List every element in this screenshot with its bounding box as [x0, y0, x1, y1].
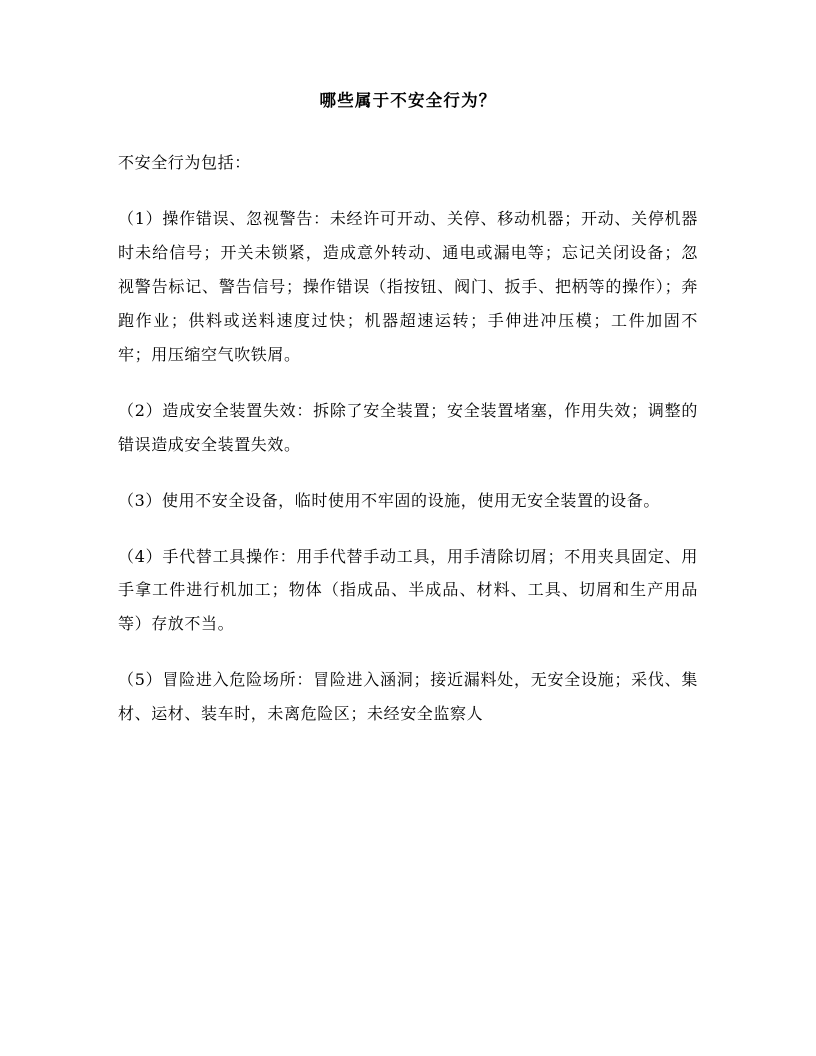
paragraph-item-4: （4）手代替工具操作：用手代替手动工具，用手清除切屑；不用夹具固定、用手拿工件进行机加工；物体（指成品、半成品、材料、工具、切屑和生产用品等）存放不当。 [118, 546, 698, 634]
paragraph-item-1: （1）操作错误、忽视警告：未经许可开动、关停、移动机器；开动、关停机器时未给信号；开关未锁紧，造成意外转动、通电或漏电等；忘记关闭设备；忽视警告标记、警告信号；操作错误（指按钮、阀门、扳手、把柄等的操作）；奔跑作业；供料或送料速度过快；机器超速运转；手伸进冲压模；工件加固不牢；用压缩空气吹铁屑。 [118, 209, 698, 364]
page-title: 哪些属于不安全行为？ [319, 91, 497, 110]
paragraph-item-5: （5）冒险进入危险场所：冒险进入涵洞；接近漏料处，无安全设施；采伐、集材、运材、装车时，未离危险区；未经安全监察人 [118, 670, 698, 724]
paragraph-item-3: （3）使用不安全设备，临时使用不牢固的设施，使用无安全装置的设备。 [118, 490, 660, 510]
paragraph-item-2: （2）造成安全装置失效：拆除了安全装置；安全装置堵塞，作用失效；调整的错误造成安全装置失效。 [118, 400, 698, 454]
paragraph-intro: 不安全行为包括： [118, 153, 251, 173]
